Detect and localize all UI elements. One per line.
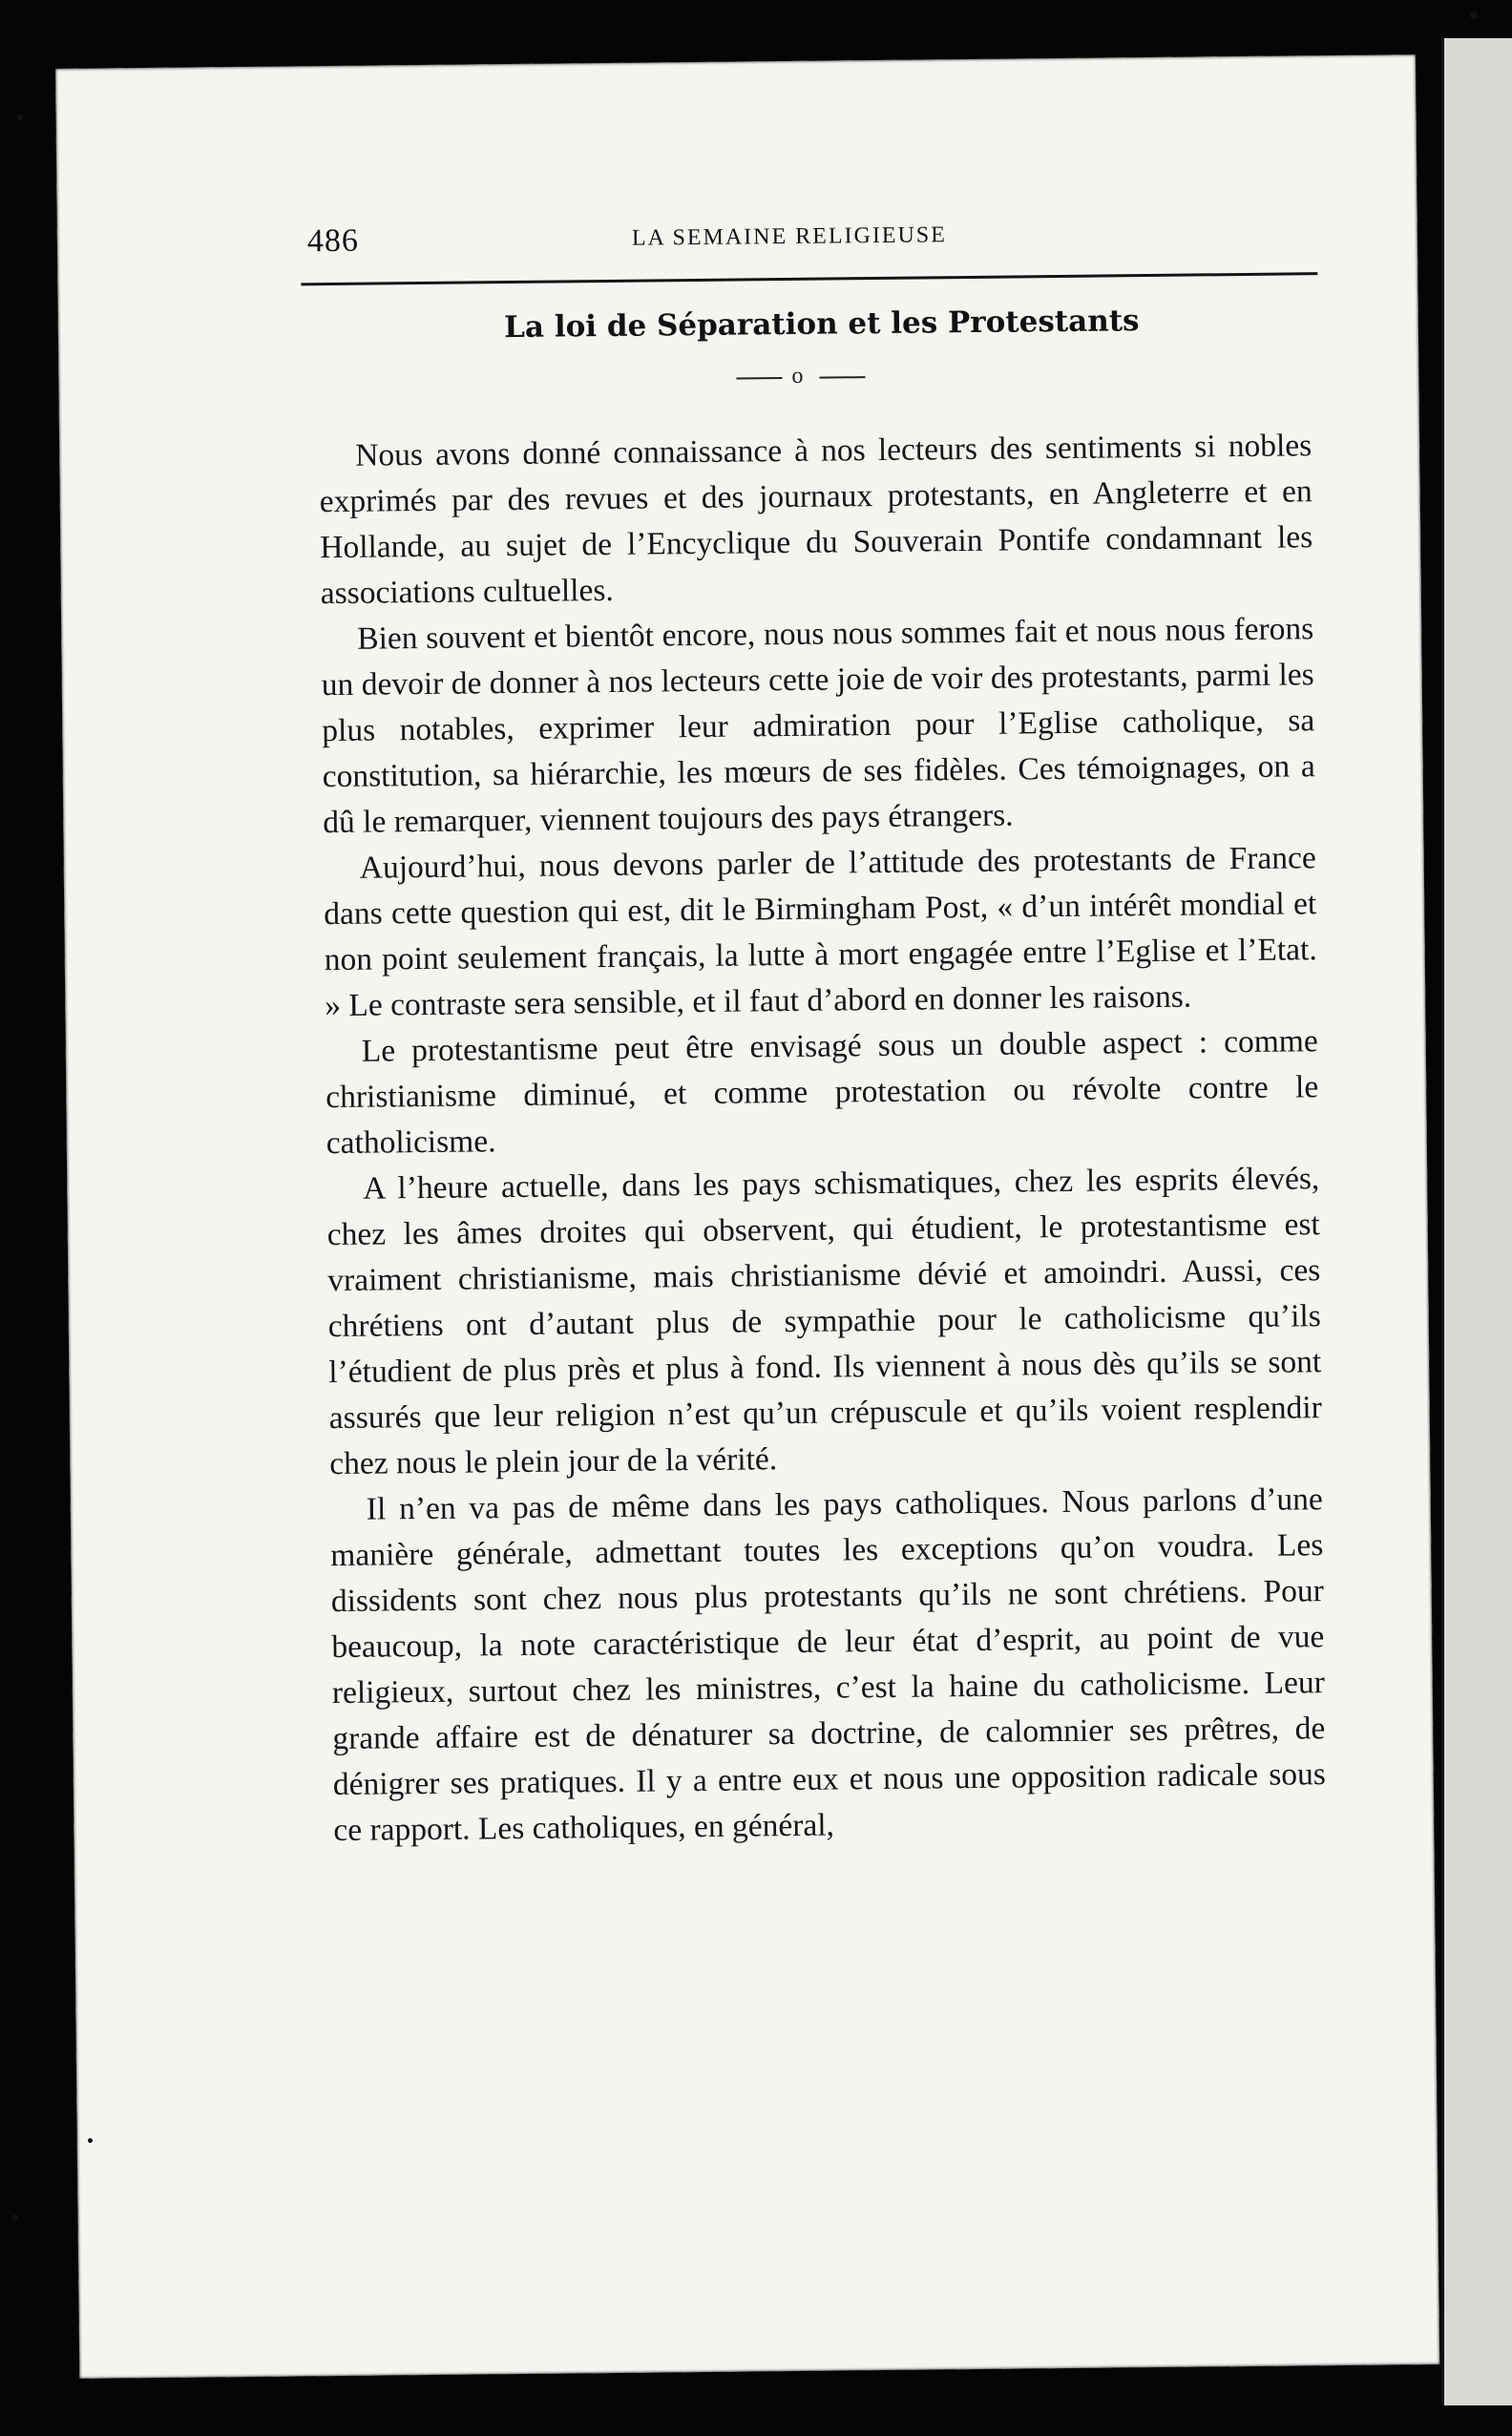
article-body	[319, 423, 1327, 1854]
paragraph-4: Le protestantisme peut être envisagé sous un double aspect : comme christianisme diminué, et comme protestation ou révolte contre le catholicisme.	[326, 1023, 1319, 1162]
title-ornament	[736, 363, 865, 392]
paragraph-6: Il n’en va pas de même dans les pays catholiques. Nous parlons d’une manière générale, admettant toutes les exceptions qu’on voudra. Les dissidents sont chez nous plus protestants qu’ils ne sont chrétiens. Pour beaucoup, la note caractéristique de leur état d’esprit, au point de vue religieux, surtout chez les ministres, c’est la haine du catholicisme. Leur grande affaire est de dénaturer sa doctrine, de calomnier ses prêtres, de dénigrer ses pratiques. Il y a entre eux et nous une opposition radicale sous ce rapport. Les catholiques, en général,	[330, 1481, 1326, 1849]
page-number: 486	[306, 222, 360, 260]
paragraph-3: Aujourd’hui, nous devons parler de l’attitude des protestants de France dans cette question qui est, dit le Birmingham Post, « d’un intérêt mondial et non point seulement français, la lutte à mort engagée entre l’Eglise et l’Etat. » Le contraste sera sensible, et il faut d’abord en donner les raisons.	[324, 840, 1317, 1024]
book-page	[55, 54, 1439, 2379]
running-title: LA SEMAINE RELIGIEUSE	[631, 222, 947, 251]
running-head	[307, 213, 1311, 281]
paragraph-2: Bien souvent et bientôt encore, nous nous sommes fait et nous nous ferons un devoir de donner à nos lecteurs cette joie de voir des protestants, parmi les plus notables, exprimer leur admiration pour l’Eglise catholique, sa constitution, sa hiérarchie, les mœurs de ses fidèles. Ces témoignages, on a dû le remarquer, viennent toujours des pays étrangers.	[321, 611, 1315, 841]
scan-speck	[17, 115, 23, 120]
adjacent-page-edge	[1441, 38, 1512, 2405]
ornament-right-rule	[819, 376, 865, 379]
ornament-left-rule	[736, 377, 782, 380]
paragraph-1: Nous avons donné connaissance à nos lecteurs des sentiments si nobles exprimés par des revues et des journaux protestants, en Angleterre et en Hollande, au sujet de l’Encyclique du Souverain Pontife condamnant les associations cultuelles.	[319, 428, 1313, 612]
scan-speck	[88, 2138, 93, 2143]
ornament-circle: o	[791, 363, 804, 388]
article-title: La loi de Séparation et les Protestants	[503, 304, 1140, 346]
scan-speck	[1470, 11, 1478, 19]
scan-speck	[11, 2215, 18, 2221]
paragraph-5: A l’heure actuelle, dans les pays schismatiques, chez les esprits élevés, chez les âmes droites qui observent, qui étudient, le protestantisme est vraiment christianisme, mais christianisme dévié et amoindri. Aussi, ces chrétiens ont d’autant plus de sympathie pour le catholicisme qu’ils l’étudient de plus près et plus à fond. Ils viennent à nous dès qu’ils se sont assurés que leur religion n’est qu’un crépuscule et qu’ils voient resplendir chez nous le plein jour de la vérité.	[326, 1161, 1322, 1482]
